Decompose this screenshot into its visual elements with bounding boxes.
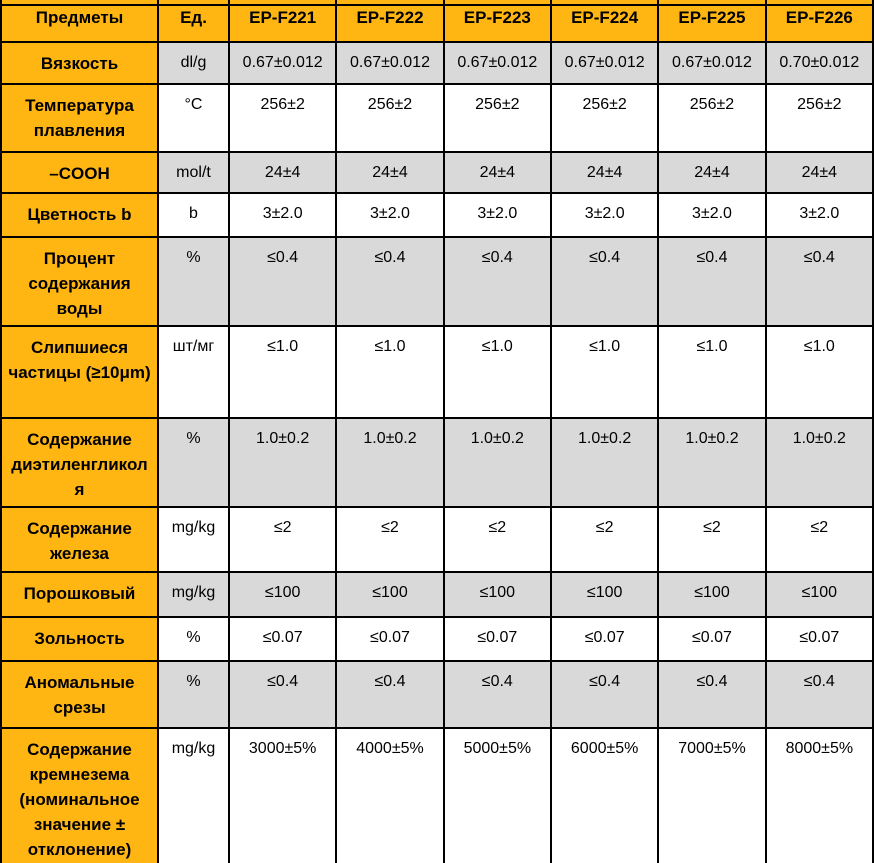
row-value-cell: 3±2.0 [658, 193, 765, 237]
row-value-cell: 256±2 [229, 84, 336, 152]
row-label-cell: Цветность b [1, 193, 158, 237]
spec-row [1, 237, 873, 326]
row-value-cell: 5000±5% [444, 728, 551, 863]
row-value-cell: ≤0.07 [766, 617, 873, 661]
row-unit-cell: dl/g [158, 42, 229, 84]
row-value-cell: ≤0.07 [658, 617, 765, 661]
row-label-cell: Процент содержания воды [1, 237, 158, 326]
row-value-cell: 256±2 [766, 84, 873, 152]
row-value-cell: 3000±5% [229, 728, 336, 863]
row-value-cell: ≤0.4 [444, 237, 551, 326]
row-value-cell: 1.0±0.2 [229, 418, 336, 507]
row-value-cell: 256±2 [658, 84, 765, 152]
row-value-cell: ≤2 [336, 507, 443, 572]
row-value-cell: ≤100 [766, 572, 873, 617]
row-label-cell: Порошковый [1, 572, 158, 617]
row-value-cell: 0.67±0.012 [444, 42, 551, 84]
header-grade-cell: EP-F223 [444, 5, 551, 42]
row-value-cell: 1.0±0.2 [444, 418, 551, 507]
row-label-cell: Содержание кремнезема (номинальное значение ± отклонение) [1, 728, 158, 863]
row-value-cell: ≤1.0 [444, 326, 551, 418]
row-label-cell: Содержание диэтиленгликоля [1, 418, 158, 507]
row-value-cell: ≤0.07 [444, 617, 551, 661]
row-value-cell: ≤0.4 [766, 661, 873, 728]
row-value-cell: 256±2 [551, 84, 658, 152]
row-value-cell: 0.67±0.012 [336, 42, 443, 84]
spec-row [1, 193, 873, 237]
row-value-cell: ≤0.07 [229, 617, 336, 661]
header-grade-cell: EP-F222 [336, 5, 443, 42]
row-label-cell: Содержание железа [1, 507, 158, 572]
row-value-cell: ≤0.07 [336, 617, 443, 661]
spec-row [1, 84, 873, 152]
spec-row [1, 418, 873, 507]
row-value-cell: ≤0.4 [229, 661, 336, 728]
row-value-cell: ≤100 [551, 572, 658, 617]
row-unit-cell: b [158, 193, 229, 237]
spec-row [1, 728, 873, 863]
table-header-row [1, 5, 873, 42]
row-value-cell: ≤2 [551, 507, 658, 572]
row-value-cell: ≤100 [444, 572, 551, 617]
row-value-cell: ≤1.0 [336, 326, 443, 418]
row-value-cell: ≤1.0 [229, 326, 336, 418]
row-value-cell: ≤0.07 [551, 617, 658, 661]
row-value-cell: ≤2 [229, 507, 336, 572]
row-value-cell: ≤0.4 [766, 237, 873, 326]
row-value-cell: ≤0.4 [336, 237, 443, 326]
row-unit-cell: mg/kg [158, 572, 229, 617]
spec-row [1, 152, 873, 193]
row-value-cell: ≤2 [766, 507, 873, 572]
row-value-cell: 0.67±0.012 [658, 42, 765, 84]
row-value-cell: ≤100 [336, 572, 443, 617]
row-value-cell: 1.0±0.2 [658, 418, 765, 507]
row-value-cell: 3±2.0 [551, 193, 658, 237]
row-value-cell: 0.70±0.012 [766, 42, 873, 84]
row-value-cell: 1.0±0.2 [551, 418, 658, 507]
row-label-cell: Аномальные срезы [1, 661, 158, 728]
row-value-cell: ≤0.4 [658, 661, 765, 728]
row-value-cell: 256±2 [336, 84, 443, 152]
row-label-cell: Вязкость [1, 42, 158, 84]
row-value-cell: ≤0.4 [551, 661, 658, 728]
row-value-cell: 24±4 [444, 152, 551, 193]
row-unit-cell: % [158, 661, 229, 728]
row-unit-cell: % [158, 237, 229, 326]
row-value-cell: ≤0.4 [444, 661, 551, 728]
row-value-cell: ≤2 [444, 507, 551, 572]
spec-row [1, 507, 873, 572]
row-unit-cell: mg/kg [158, 507, 229, 572]
row-value-cell: ≤100 [658, 572, 765, 617]
row-unit-cell: °C [158, 84, 229, 152]
row-value-cell: 3±2.0 [766, 193, 873, 237]
row-value-cell: ≤1.0 [551, 326, 658, 418]
row-value-cell: 3±2.0 [444, 193, 551, 237]
row-value-cell: 24±4 [229, 152, 336, 193]
row-value-cell: ≤1.0 [658, 326, 765, 418]
row-value-cell: 256±2 [444, 84, 551, 152]
row-value-cell: 1.0±0.2 [336, 418, 443, 507]
row-value-cell: ≤0.4 [551, 237, 658, 326]
spec-row [1, 661, 873, 728]
row-value-cell: ≤1.0 [766, 326, 873, 418]
row-unit-cell: mol/t [158, 152, 229, 193]
header-items-cell: Предметы [1, 5, 158, 42]
header-unit-cell: Ед. [158, 5, 229, 42]
spec-row [1, 326, 873, 418]
row-value-cell: 8000±5% [766, 728, 873, 863]
header-grade-cell: EP-F221 [229, 5, 336, 42]
row-unit-cell: mg/kg [158, 728, 229, 863]
spec-row [1, 617, 873, 661]
row-label-cell: –COOH [1, 152, 158, 193]
table-body [1, 0, 873, 863]
header-grade-cell: EP-F225 [658, 5, 765, 42]
row-value-cell: 24±4 [336, 152, 443, 193]
header-grade-cell: EP-F224 [551, 5, 658, 42]
row-value-cell: 24±4 [551, 152, 658, 193]
row-value-cell: 0.67±0.012 [229, 42, 336, 84]
row-unit-cell: % [158, 617, 229, 661]
row-value-cell: 1.0±0.2 [766, 418, 873, 507]
row-value-cell: ≤100 [229, 572, 336, 617]
spec-row [1, 42, 873, 84]
row-value-cell: ≤0.4 [229, 237, 336, 326]
row-value-cell: 24±4 [658, 152, 765, 193]
header-grade-cell: EP-F226 [766, 5, 873, 42]
row-unit-cell: шт/мг [158, 326, 229, 418]
spec-row [1, 572, 873, 617]
row-value-cell: ≤0.4 [658, 237, 765, 326]
row-value-cell: 3±2.0 [229, 193, 336, 237]
row-value-cell: 4000±5% [336, 728, 443, 863]
row-unit-cell: % [158, 418, 229, 507]
row-value-cell: 3±2.0 [336, 193, 443, 237]
row-value-cell: 6000±5% [551, 728, 658, 863]
row-label-cell: Температура плавления [1, 84, 158, 152]
row-value-cell: 7000±5% [658, 728, 765, 863]
row-value-cell: 0.67±0.012 [551, 42, 658, 84]
row-value-cell: 24±4 [766, 152, 873, 193]
row-value-cell: ≤2 [658, 507, 765, 572]
row-label-cell: Зольность [1, 617, 158, 661]
row-label-cell: Слипшиеся частицы (≥10μm) [1, 326, 158, 418]
row-value-cell: ≤0.4 [336, 661, 443, 728]
